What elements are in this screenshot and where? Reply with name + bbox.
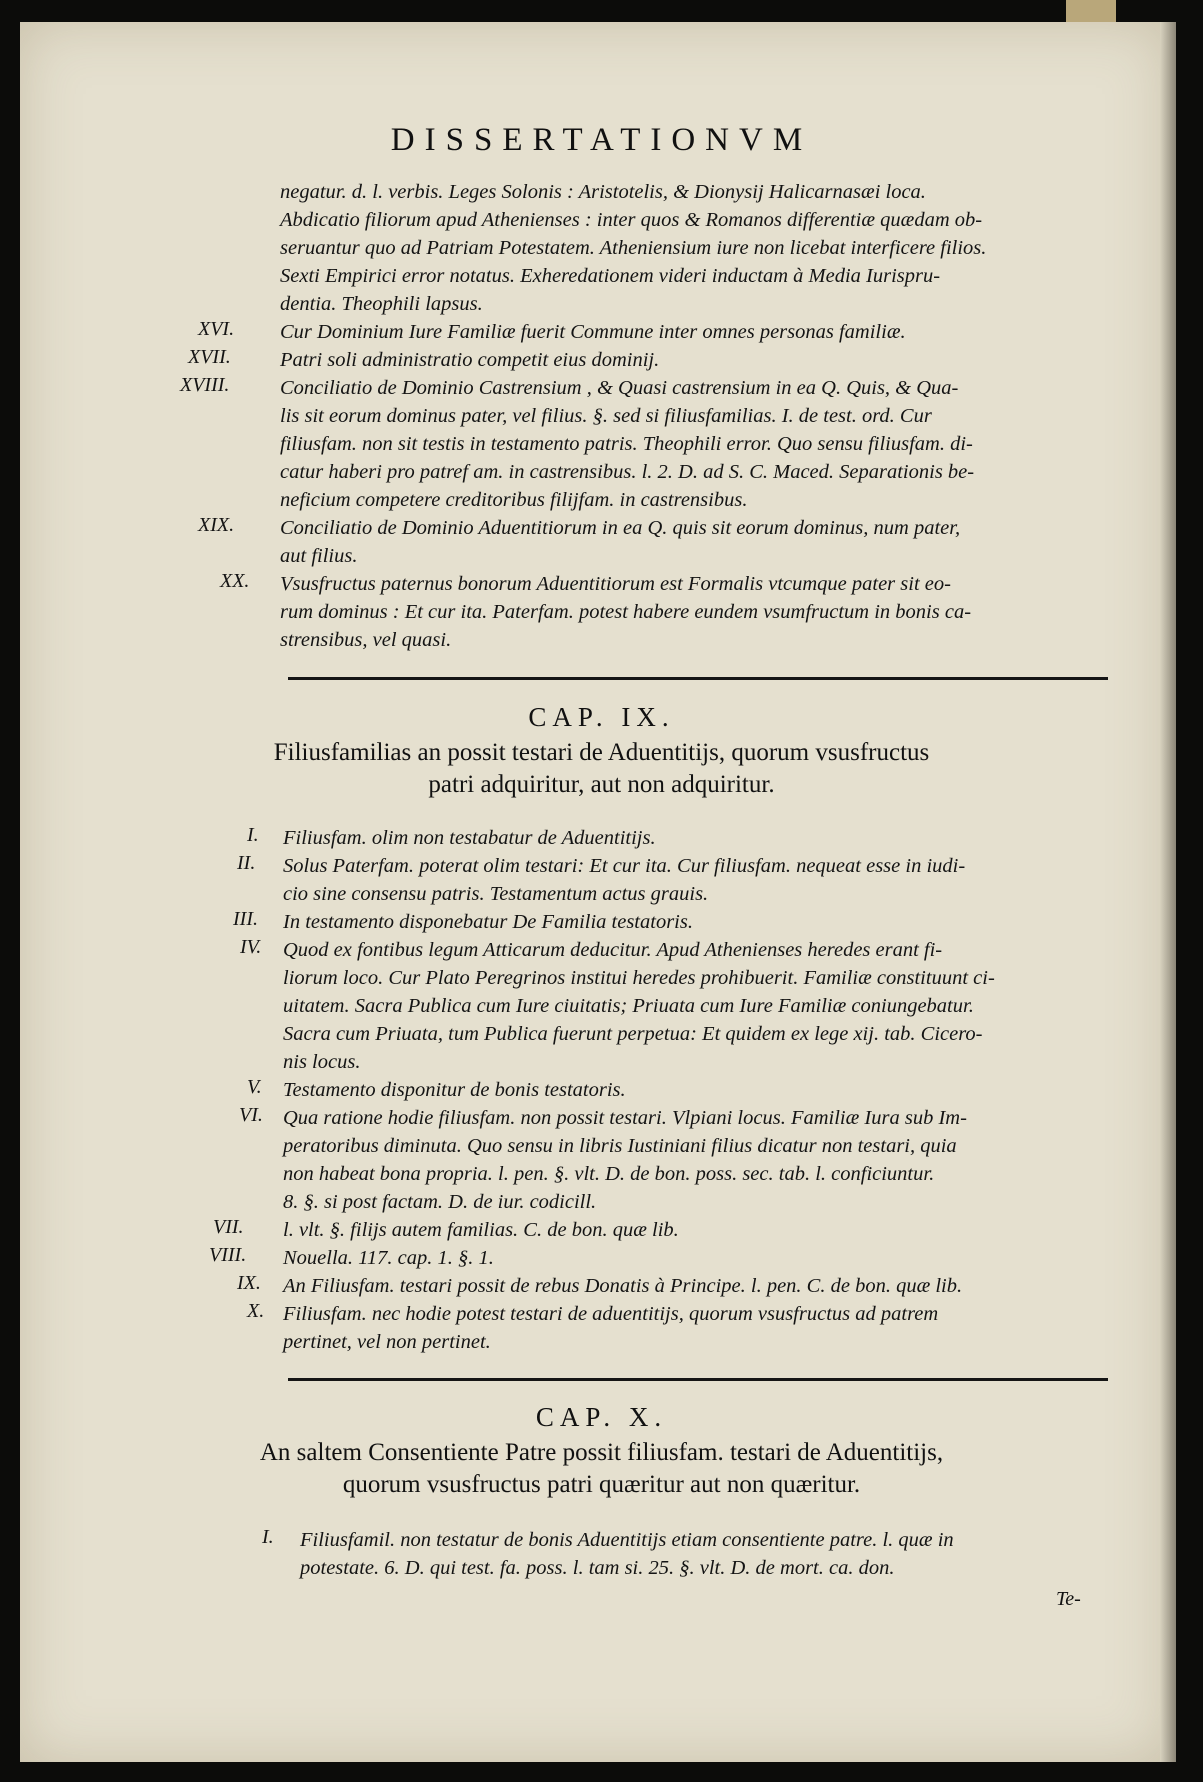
text-line: catur haberi pro patref am. in castrensibus. l. 2. D. ad S. C. Maced. Separationis be- [280, 461, 975, 483]
text-line: Patri soli administratio competit eius dominij. [280, 349, 660, 371]
list-item [198, 318, 974, 346]
text-line: filiusfam. non sit testis in testamento patris. Theophili error. Quo sensu filiusfam. di- [280, 433, 973, 455]
entry-number: VI. [239, 1104, 263, 1126]
chapter-title-line: patri adquiritur, aut non adquiritur. [428, 771, 775, 798]
text-line: Cur Dominium Iure Familiæ fuerit Commune inter omnes personas familiæ. [280, 321, 906, 343]
text-line: nis locus. [283, 1051, 361, 1073]
chapter-heading [0, 702, 1203, 801]
list-item [209, 1244, 995, 1272]
chapter-label: CAP. X. [535, 1402, 668, 1432]
text-line: Quod ex fontibus legum Atticarum deducitur. Apud Athenienses heredes erant fi- [283, 939, 943, 961]
text-line: Sexti Empirici error notatus. Exheredationem videri inductam à Media Iurispru- [280, 265, 941, 287]
chapter8-list [180, 318, 975, 654]
text-line: Vsusfructus paternus bonorum Aduentitiorum est Formalis vtcumque pater sit eo- [280, 573, 951, 595]
text-line: Nouella. 117. cap. 1. §. 1. [283, 1247, 494, 1269]
list-item [240, 936, 995, 1076]
section-rule [288, 677, 1108, 680]
list-item [262, 1526, 954, 1582]
entry-number: III. [233, 908, 258, 930]
entry-number: XX. [220, 570, 250, 592]
continued-entry [280, 178, 986, 318]
list-item [213, 1216, 995, 1244]
list-item [247, 824, 995, 852]
bookmark-tab [1066, 0, 1116, 22]
list-item [247, 1076, 995, 1104]
text-line: lis sit eorum dominus pater, vel filius. §. sed si filiusfamilias. I. de test. ord. Cur [280, 405, 932, 427]
chapter-title-line: An saltem Consentiente Patre possit filiusfam. testari de Aduentitijs, [259, 1439, 944, 1466]
text-line: Filiusfam. nec hodie potest testari de aduentitijs, quorum vsusfructus ad patrem [283, 1303, 939, 1325]
chapter-title-line: Filiusfamilias an possit testari de Aduentitijs, quorum vsusfructus [273, 739, 930, 766]
page-edge [1160, 22, 1176, 1762]
text-line: cio sine consensu patris. Testamentum actus grauis. [283, 883, 709, 905]
text-line: l. vlt. §. filijs autem familias. C. de bon. quæ lib. [283, 1219, 679, 1241]
text-line: Filiusfam. olim non testabatur de Aduentitijs. [283, 827, 656, 849]
text-line: peratoribus diminuta. Quo sensu in libris Iustiniani filius dicatur non testari, quia [283, 1135, 957, 1157]
text-line: dentia. Theophili lapsus. [280, 293, 483, 315]
text-line: uitatem. Sacra Publica cum Iure ciuitatis; Priuata cum Iure Familiæ coniungebatur. [283, 995, 974, 1017]
entry-number: VII. [213, 1216, 244, 1238]
entry-number: IV. [240, 936, 262, 958]
entry-number: XIX. [198, 514, 235, 536]
entry-number: IX. [237, 1272, 261, 1294]
text-line: rum dominus : Et cur ita. Paterfam. potest habere eundem vsumfructum in bonis ca- [280, 601, 972, 623]
text-line: Solus Paterfam. poterat olim testari: Et cur ita. Cur filiusfam. nequeat esse in iudi- [283, 855, 966, 877]
list-item [233, 908, 995, 936]
list-item [247, 1300, 995, 1356]
catchword: Te- [1056, 1588, 1081, 1610]
list-item [237, 852, 995, 908]
chapter-title-line: quorum vsusfructus patri quæritur aut non quæritur. [342, 1471, 861, 1498]
chapter9-list [209, 824, 995, 1356]
list-item [237, 1272, 995, 1300]
running-head: DISSERTATIONVM [390, 122, 813, 158]
text-line: aut filius. [280, 545, 358, 567]
text-line: seruantur quo ad Patriam Potestatem. Atheniensium iure non licebat interficere filios. [280, 237, 987, 259]
text-line: pertinet, vel non pertinet. [283, 1331, 491, 1353]
text-line: neficium competere creditoribus filijfam. in castrensibus. [280, 489, 748, 511]
list-item [198, 514, 974, 570]
chapter10-list [262, 1526, 954, 1582]
text-line: Testamento disponitur de bonis testatoris. [283, 1079, 626, 1101]
list-item [180, 374, 975, 514]
text-line: Abdicatio filiorum apud Athenienses : inter quos & Romanos differentiæ quædam ob- [280, 209, 983, 231]
list-item [220, 570, 974, 654]
text-line: An Filiusfam. testari possit de rebus Donatis à Principe. l. pen. C. de bon. quæ lib. [283, 1275, 963, 1297]
entry-number: I. [247, 824, 259, 846]
entry-number: V. [247, 1076, 262, 1098]
entry-number: VIII. [209, 1244, 247, 1266]
entry-number: XVIII. [180, 374, 230, 396]
text-line: potestate. 6. D. qui test. fa. poss. l. tam si. 25. §. vlt. D. de mort. ca. don. [300, 1557, 895, 1579]
entry-number: XVI. [198, 318, 235, 340]
chapter-heading [0, 1402, 1203, 1501]
chapter-label: CAP. IX. [528, 702, 675, 732]
text-line: Conciliatio de Dominio Aduentitiorum in ea Q. quis sit eorum dominus, num pater, [280, 517, 961, 539]
entry-number: XVII. [188, 346, 231, 368]
text-line: 8. §. si post factam. D. de iur. codicill. [283, 1191, 597, 1213]
list-item [188, 346, 974, 374]
text-line: non habeat bona propria. l. pen. §. vlt. D. de bon. poss. sec. tab. l. conficiuntur. [283, 1163, 935, 1185]
entry-number: X. [247, 1300, 265, 1322]
text-line: Qua ratione hodie filiusfam. non possit testari. Vlpiani locus. Familiæ Iura sub Im- [283, 1107, 967, 1129]
entry-number: II. [237, 852, 256, 874]
list-item [239, 1104, 995, 1216]
text-line: liorum loco. Cur Plato Peregrinos institui heredes prohibuerit. Familiæ constituunt ci- [283, 967, 995, 989]
text-line: Filiusfamil. non testatur de bonis Aduentitijs etiam consentiente patre. l. quæ in [300, 1529, 954, 1551]
text-line: Conciliatio de Dominio Castrensium , & Quasi castrensium in ea Q. Quis, & Qua- [280, 377, 959, 399]
text-line: strensibus, vel quasi. [280, 629, 452, 651]
text-line: negatur. d. l. verbis. Leges Solonis : Aristotelis, & Dionysij Halicarnasæi loca. [280, 181, 926, 203]
entry-number: I. [262, 1526, 274, 1548]
text-line: In testamento disponebatur De Familia testatoris. [283, 911, 693, 933]
section-rule [288, 1378, 1108, 1381]
text-line: Sacra cum Priuata, tum Publica fuerunt perpetua: Et quidem ex lege xij. tab. Cicero- [283, 1023, 983, 1045]
